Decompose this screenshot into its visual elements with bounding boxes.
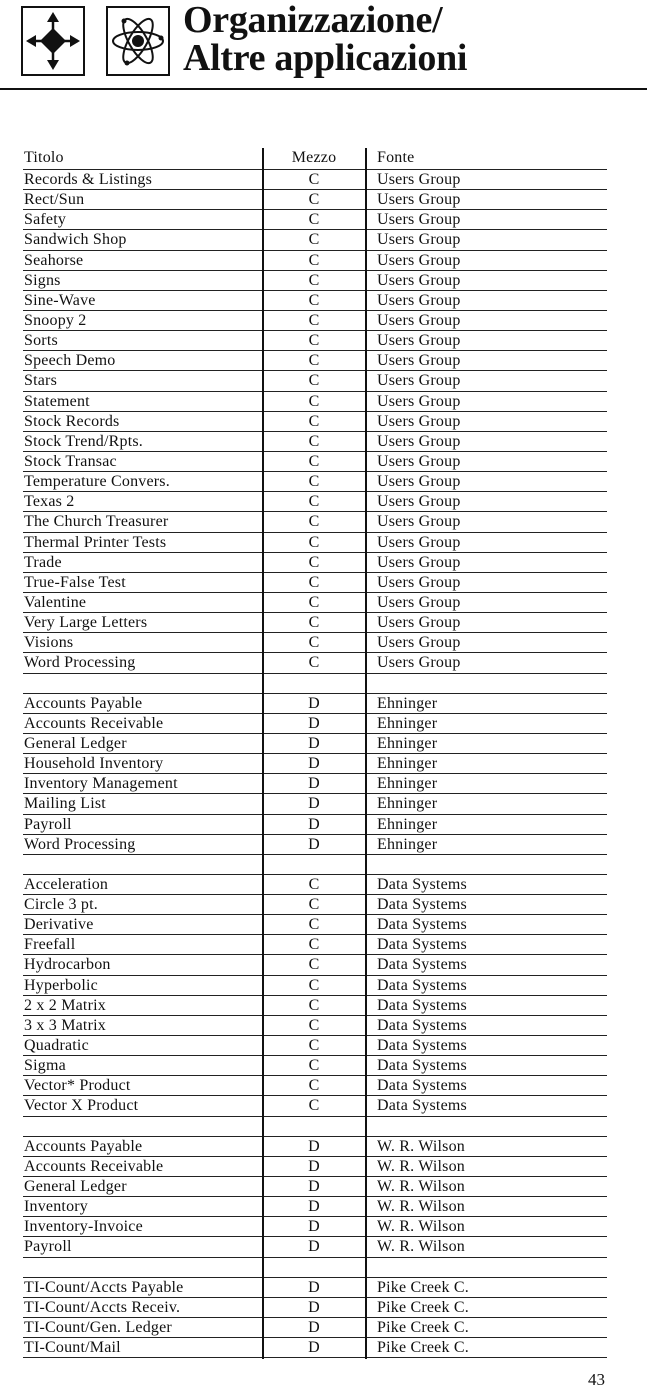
table-row (23, 1096, 607, 1116)
cell-medium: C (308, 875, 320, 893)
cell-source: Users Group (377, 614, 461, 632)
table-row (23, 653, 607, 673)
column-divider (262, 148, 264, 1359)
title-line-2: Altre applicazioni (183, 37, 468, 79)
table-row (23, 553, 607, 573)
cell-medium: D (308, 815, 320, 833)
cell-source: Users Group (377, 593, 461, 611)
cell-source: Data Systems (377, 1016, 467, 1034)
cell-source: Data Systems (377, 1077, 467, 1095)
table-row (23, 170, 607, 190)
cell-title: Accounts Payable (24, 694, 143, 712)
cell-title: Very Large Letters (24, 614, 148, 632)
cell-medium: C (308, 291, 320, 309)
table-row (23, 412, 607, 432)
table-row (23, 815, 607, 835)
cell-medium: D (308, 1218, 320, 1236)
compass-arrows-icon (21, 6, 85, 76)
cell-source: Users Group (377, 553, 461, 571)
cell-medium: D (308, 795, 320, 813)
cell-medium: C (308, 493, 320, 511)
cell-title: Records & Listings (24, 171, 153, 188)
atom-icon (106, 6, 170, 76)
table-row (23, 271, 607, 291)
cell-source: Data Systems (377, 936, 467, 954)
cell-source: Users Group (377, 452, 461, 470)
cell-medium: C (308, 976, 320, 994)
cell-source: Pike Creek C. (377, 1278, 469, 1296)
cell-title: 2 x 2 Matrix (24, 996, 106, 1014)
cell-title: Derivative (24, 916, 94, 934)
table-row (23, 1137, 607, 1157)
cell-source: Users Group (377, 634, 461, 652)
table-row (23, 835, 607, 855)
cell-source: Ehninger (377, 714, 438, 732)
table-row (23, 774, 607, 794)
cell-medium: C (308, 614, 320, 632)
cell-title: Stock Trend/Rpts. (24, 432, 143, 450)
cell-source: Users Group (377, 171, 461, 188)
cell-title: Statement (24, 392, 90, 410)
cell-title: Temperature Convers. (24, 473, 170, 491)
cell-medium: C (308, 1016, 320, 1034)
cell-medium: C (308, 533, 320, 551)
table-row (23, 371, 607, 391)
cell-title: Vector X Product (24, 1097, 139, 1115)
cell-source: W. R. Wilson (377, 1238, 465, 1256)
cell-medium: C (308, 352, 320, 370)
cell-title: Inventory Management (24, 775, 178, 793)
page-header (0, 0, 647, 92)
cell-medium: C (308, 553, 320, 571)
cell-source: Users Group (377, 352, 461, 370)
cell-title: Freefall (24, 936, 76, 954)
table-row (23, 1117, 607, 1137)
cell-source: Users Group (377, 271, 461, 289)
cell-medium: D (308, 1238, 320, 1256)
cell-source: Users Group (377, 311, 461, 329)
table-row (23, 351, 607, 371)
cell-title: Visions (24, 634, 74, 652)
cell-medium: C (308, 432, 320, 450)
cell-source: Users Group (377, 473, 461, 491)
table-row (23, 915, 607, 935)
cell-medium: D (308, 1198, 320, 1216)
cell-title: Hydrocarbon (24, 956, 111, 974)
cell-source: W. R. Wilson (377, 1198, 465, 1216)
cell-title: The Church Treasurer (24, 513, 169, 531)
cell-source: Users Group (377, 573, 461, 591)
cell-title: Speech Demo (24, 352, 116, 370)
cell-source: Data Systems (377, 916, 467, 934)
table-row (23, 1338, 607, 1358)
cell-medium: C (308, 372, 320, 390)
cell-medium: D (308, 775, 320, 793)
table-row (23, 955, 607, 975)
cell-source: Users Group (377, 231, 461, 249)
cell-source: Data Systems (377, 896, 467, 914)
table-row (23, 935, 607, 955)
table-row (23, 754, 607, 774)
table-row (23, 996, 607, 1016)
page-title (183, 1, 467, 77)
table-row (23, 613, 607, 633)
cell-source: Users Group (377, 533, 461, 551)
cell-title: TI-Count/Gen. Ledger (24, 1319, 172, 1337)
cell-title: Seahorse (24, 251, 84, 269)
header-rule (0, 88, 647, 90)
cell-title: Quadratic (24, 1037, 89, 1055)
cell-source: Users Group (377, 251, 461, 269)
table-row (23, 1157, 607, 1177)
table-row (23, 1278, 607, 1298)
table-row (23, 855, 607, 875)
cell-title: Sine-Wave (24, 291, 96, 309)
table-row (23, 230, 607, 250)
table-row (23, 291, 607, 311)
table-row (23, 392, 607, 412)
table-row (23, 1056, 607, 1076)
cell-title: Hyperbolic (24, 976, 98, 994)
cell-medium: C (308, 171, 320, 188)
page-number: 43 (588, 1370, 605, 1389)
cell-medium: C (308, 392, 320, 410)
table-row (23, 1197, 607, 1217)
cell-title: Valentine (24, 593, 87, 611)
cell-title: General Ledger (24, 734, 127, 752)
cell-source: Data Systems (377, 1037, 467, 1055)
cell-title: Trade (24, 553, 62, 571)
cell-source: Users Group (377, 412, 461, 430)
cell-source: Users Group (377, 432, 461, 450)
cell-source: Data Systems (377, 976, 467, 994)
cell-medium: C (308, 251, 320, 269)
cell-medium: C (308, 311, 320, 329)
cell-title: Stars (24, 372, 57, 390)
cell-medium: C (308, 1097, 320, 1115)
cell-medium: D (308, 1319, 320, 1337)
cell-medium: D (308, 694, 320, 712)
cell-source: Pike Creek C. (377, 1298, 469, 1316)
cell-medium: D (308, 755, 320, 773)
table-row (23, 734, 607, 754)
cell-medium: D (308, 1298, 320, 1316)
cell-source: Pike Creek C. (377, 1339, 469, 1357)
cell-source: Pike Creek C. (377, 1319, 469, 1337)
table-row (23, 714, 607, 734)
cell-title: Snoopy 2 (24, 311, 87, 329)
cell-source: Ehninger (377, 694, 438, 712)
table-body (23, 170, 607, 1358)
cell-medium: C (308, 654, 320, 672)
table-row (23, 895, 607, 915)
cell-title: Rect/Sun (24, 191, 85, 209)
cell-source: Users Group (377, 211, 461, 229)
cell-medium: C (308, 271, 320, 289)
cell-source: Data Systems (377, 956, 467, 974)
cell-medium: C (308, 916, 320, 934)
cell-title: Word Processing (24, 835, 136, 853)
cell-medium: C (308, 1057, 320, 1075)
cell-medium: D (308, 1278, 320, 1296)
table-row (23, 1258, 607, 1278)
cell-source: W. R. Wilson (377, 1137, 465, 1155)
cell-medium: D (308, 835, 320, 853)
cell-title: Circle 3 pt. (24, 896, 98, 914)
cell-title: Payroll (24, 1238, 72, 1256)
cell-medium: D (308, 734, 320, 752)
cell-title: Vector* Product (24, 1077, 131, 1095)
cell-title: TI-Count/Mail (24, 1339, 121, 1357)
cell-title: Word Processing (24, 654, 136, 672)
cell-medium: C (308, 332, 320, 350)
cell-medium: D (308, 1339, 320, 1357)
cell-title: General Ledger (24, 1178, 127, 1196)
table-row (23, 331, 607, 351)
cell-source: Users Group (377, 191, 461, 209)
table-row (23, 452, 607, 472)
table-row (23, 1237, 607, 1257)
cell-source: Data Systems (377, 1057, 467, 1075)
cell-source: Ehninger (377, 734, 438, 752)
cell-source: W. R. Wilson (377, 1218, 465, 1236)
cell-medium: C (308, 452, 320, 470)
table-row (23, 573, 607, 593)
cell-title: Payroll (24, 815, 72, 833)
cell-medium: C (308, 956, 320, 974)
cell-source: Users Group (377, 654, 461, 672)
table-row (23, 694, 607, 714)
column-header-title: Titolo (24, 149, 64, 166)
cell-source: Data Systems (377, 875, 467, 893)
table-row (23, 1076, 607, 1096)
cell-source: Users Group (377, 493, 461, 511)
cell-medium: D (308, 1137, 320, 1155)
cell-medium: C (308, 1077, 320, 1095)
cell-title: TI-Count/Accts Payable (24, 1278, 184, 1296)
table-row (23, 1217, 607, 1237)
cell-source: Users Group (377, 372, 461, 390)
cell-medium: C (308, 996, 320, 1014)
applications-table (23, 148, 607, 1358)
cell-source: Users Group (377, 332, 461, 350)
cell-medium: C (308, 896, 320, 914)
cell-title: Safety (24, 211, 67, 229)
cell-source: Ehninger (377, 775, 438, 793)
cell-medium: C (308, 1037, 320, 1055)
cell-source: Ehninger (377, 795, 438, 813)
table-row (23, 251, 607, 271)
cell-source: Ehninger (377, 835, 438, 853)
column-header-source: Fonte (377, 149, 415, 166)
table-row (23, 1318, 607, 1338)
cell-medium: C (308, 231, 320, 249)
cell-title: Sandwich Shop (24, 231, 127, 249)
cell-source: Ehninger (377, 755, 438, 773)
table-row (23, 190, 607, 210)
title-line-1: Organizzazione/ (183, 0, 443, 41)
cell-medium: C (308, 191, 320, 209)
table-row (23, 472, 607, 492)
table-row (23, 593, 607, 613)
cell-title: Sorts (24, 332, 58, 350)
table-row (23, 210, 607, 230)
table-row (23, 1016, 607, 1036)
cell-title: TI-Count/Accts Receiv. (24, 1298, 181, 1316)
column-divider (365, 148, 367, 1359)
table-header-row (23, 148, 607, 170)
cell-title: True-False Test (24, 573, 126, 591)
cell-medium: C (308, 936, 320, 954)
table-row (23, 875, 607, 895)
cell-title: Inventory (24, 1198, 89, 1216)
cell-title: Sigma (24, 1057, 66, 1075)
table-row (23, 432, 607, 452)
cell-title: Thermal Printer Tests (24, 533, 167, 551)
table-row (23, 674, 607, 694)
cell-source: Users Group (377, 291, 461, 309)
cell-source: W. R. Wilson (377, 1178, 465, 1196)
cell-medium: C (308, 513, 320, 531)
cell-medium: C (308, 211, 320, 229)
cell-source: Data Systems (377, 996, 467, 1014)
cell-title: Accounts Receivable (24, 1157, 164, 1175)
cell-source: Data Systems (377, 1097, 467, 1115)
cell-source: W. R. Wilson (377, 1157, 465, 1175)
cell-medium: C (308, 593, 320, 611)
cell-medium: C (308, 412, 320, 430)
table-row (23, 633, 607, 653)
cell-title: Stock Records (24, 412, 120, 430)
table-row (23, 976, 607, 996)
table-row (23, 794, 607, 814)
cell-title: Inventory-Invoice (24, 1218, 143, 1236)
table-row (23, 492, 607, 512)
table-row (23, 1298, 607, 1318)
cell-medium: C (308, 634, 320, 652)
cell-title: Accounts Payable (24, 1137, 143, 1155)
cell-medium: C (308, 473, 320, 491)
cell-title: Accounts Receivable (24, 714, 164, 732)
column-header-medium: Mezzo (291, 149, 337, 166)
cell-medium: D (308, 1157, 320, 1175)
table-row (23, 311, 607, 331)
cell-title: Mailing List (24, 795, 106, 813)
cell-title: Household Inventory (24, 755, 164, 773)
cell-medium: D (308, 1178, 320, 1196)
cell-title: Acceleration (24, 875, 109, 893)
cell-title: Texas 2 (24, 493, 75, 511)
cell-source: Users Group (377, 513, 461, 531)
cell-title: Stock Transac (24, 452, 117, 470)
table-row (23, 1036, 607, 1056)
cell-source: Users Group (377, 392, 461, 410)
cell-title: 3 x 3 Matrix (24, 1016, 106, 1034)
cell-source: Ehninger (377, 815, 438, 833)
cell-medium: C (308, 573, 320, 591)
cell-medium: D (308, 714, 320, 732)
table-row (23, 533, 607, 553)
table-row (23, 512, 607, 532)
table-row (23, 1177, 607, 1197)
cell-title: Signs (24, 271, 61, 289)
